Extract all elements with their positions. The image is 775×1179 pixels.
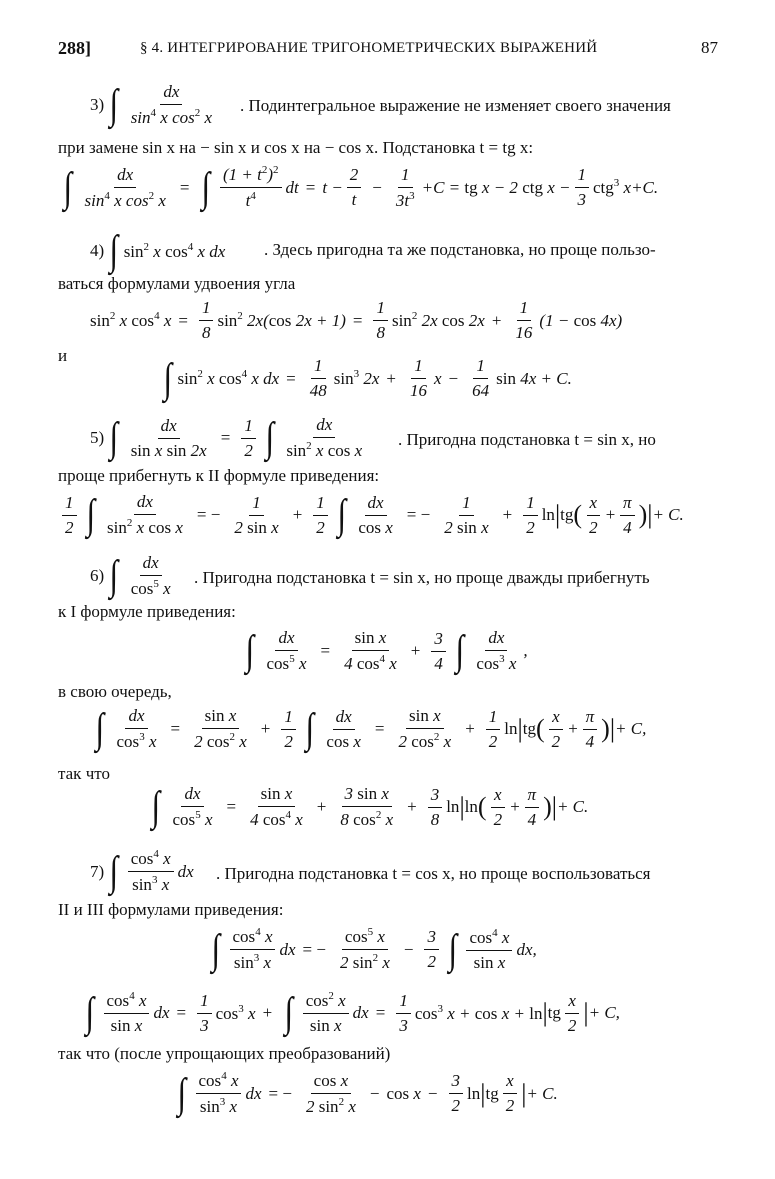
item-4-label: 4) — [90, 241, 105, 260]
item-3-text: . Подинтегральное выражение не изменяет своего значения — [240, 96, 671, 115]
item-5-result: $\frac{1}{2}$ ∫ $\frac{dx}{\sin^2 x \cos x}$ = − $\frac{1}{\text{2 sin x}}$ + $\frac{1}{2}$ ∫ $\frac{dx}{\text{cos x}}$ = − $\frac{1}{\text{2 sin x}}$ + $\frac{1}{2}$ ln | tg ( $\frac{x}{2}$ + $\frac{\pi}{4}$ )| + C. — [58, 492, 684, 538]
page-label: 288] — [58, 38, 91, 58]
item-7-label: 7) — [90, 861, 105, 881]
item-3-label: 3) — [90, 95, 105, 114]
item-4-intro: 4) ∫ $\sin^2 x$ $\cos^4 x$ dx — [90, 228, 226, 274]
item-6-eq1: ∫ $\frac{dx}{\cos^5 x}$ = $\frac{\text{sin x}}{4 \cos^4 x}$ + $\frac{3}{4}$ ∫ $\frac{dx}{\cos^3 x}$ , — [245, 628, 528, 674]
item-6-text3: в свою очередь, — [58, 682, 172, 701]
item-5-intro: 5) ∫ $\frac{dx}{\text{sin x sin 2x}}$ = $\frac{1}{2}$ ∫ $\frac{dx}{\sin^2 x \cos x}$ — [90, 415, 363, 461]
item-3-result: ∫ $\frac{dx}{\sin^4 x \cos^2 x}$ = ∫ $\frac{(1 + t^2)^2}{t^4}$ dt = t − $\frac{2}{t}$ − $\frac{1}{3t^3}$ +C = tg x − 2 ctg x − $\frac{1}{3}$ ctg$^3$ x+C. — [63, 164, 659, 211]
page — [58, 38, 718, 68]
item-4-text: . Здесь пригодна та же подстановка, но проще пользо- — [264, 240, 656, 259]
item-7-eq1: ∫ $\frac{\cos^4 x}{\sin^3 x}$ dx = − $\frac{\cos^5 x}{2 \sin^2 x}$ − $\frac{3}{2}$ ∫ $\frac{\cos^4 x}{\text{sin x}}$ dx, — [211, 926, 537, 973]
item-6-eq2: ∫ $\frac{dx}{\cos^3 x}$ = $\frac{\text{sin x}}{2 \cos^2 x}$ + $\frac{1}{2}$ ∫ $\frac{dx}{\text{cos x}}$ = $\frac{\text{sin x}}{2 \cos^2 x}$ + $\frac{1}{2}$ ln | tg ( $\frac{x}{2}$ + $\frac{\pi}{4}$ )| + C, — [95, 706, 647, 752]
item-3-intro: 3) ∫ $\frac{dx}{\sin^4 x \cos^2 x}$ — [90, 82, 213, 128]
item-6-eq3: ∫ $\frac{dx}{\cos^5 x}$ = $\frac{\text{sin x}}{4 \cos^4 x}$ + $\frac{\text{3 sin x}}{8 \cos^2 x}$ + $\frac{3}{8}$ ln | ln ( $\frac{x}{2}$ + $\frac{\pi}{4}$ )| + C. — [151, 784, 589, 830]
item-4-text2: ваться формулами удвоения угла — [58, 274, 296, 293]
item-5-text: . Пригодна подстановка t = sin x, но — [398, 430, 656, 449]
item-7-intro: 7) ∫ $\frac{\cos^4 x}{\sin^3 x}$ dx — [90, 848, 194, 895]
item-6-intro: 6) ∫ $\frac{dx}{\cos^5 x}$ — [90, 553, 171, 599]
item-5-label: 5) — [90, 428, 105, 447]
item-3-text2: при замене sin x на − sin x и cos x на − cos x. Подстановка t = tg x: — [58, 138, 534, 157]
item-6-text: . Пригодна подстановка t = sin x, но проще дважды прибегнуть — [194, 568, 650, 587]
item-5-text2: проще прибегнуть к II формуле приведения: — [58, 466, 380, 485]
item-4-eq1: $\sin^2 x$ $\cos^4 x$ = $\frac{1}{8}$ $\sin^2 2x(\cos$ 2x + 1) = $\frac{1}{8}$ $\sin^2 2x$ cos 2x + $\frac{1}{16}$ (1 − cos 4x) — [90, 298, 623, 342]
item-7-text2: II и III формулами приведения: — [58, 900, 284, 919]
page-number: 87 — [701, 38, 718, 57]
page-header — [58, 38, 718, 68]
item-6-text2: к I формуле приведения: — [58, 602, 236, 621]
item-6-label: 6) — [90, 566, 105, 585]
item-7-text3: так что (после упрощающих преобразований) — [58, 1044, 391, 1063]
item-4-eq2: ∫ $\sin^2 x$ $\cos^4 x$ dx = $\frac{1}{48}$ $\sin^3 2x$ + $\frac{1}{16}$ x − $\frac{1}{64}$ sin 4x + C. — [163, 355, 572, 402]
section-title: § 4. ИНТЕГРИРОВАНИЕ ТРИГОНОМЕТРИЧЕСКИХ ВЫРАЖЕНИЙ — [140, 40, 598, 56]
item-7-eq3: ∫ $\frac{\cos^4 x}{\sin^3 x}$ dx = − $\frac{\text{cos x}}{2 \sin^2 x}$ − cos x − $\frac{3}{2}$ ln | tg $\frac{x}{2}$ | + C. — [177, 1070, 558, 1117]
item-7-text: . Пригодна подстановка t = cos x, но проще воспользоваться — [216, 864, 651, 883]
item-7-eq2: ∫ $\frac{\cos^4 x}{\text{sin x}}$ dx = $\frac{1}{3}$ $\cos^3 x$ + ∫ $\frac{\cos^2 x}{\text{sin x}}$ dx = $\frac{1}{3}$ $\cos^3 x + \cos x + \ln$ | tg $\frac{x}{2}$ | + C, — [85, 990, 620, 1036]
item-4-conj: и — [58, 346, 68, 365]
item-6-text4: так что — [58, 764, 110, 783]
